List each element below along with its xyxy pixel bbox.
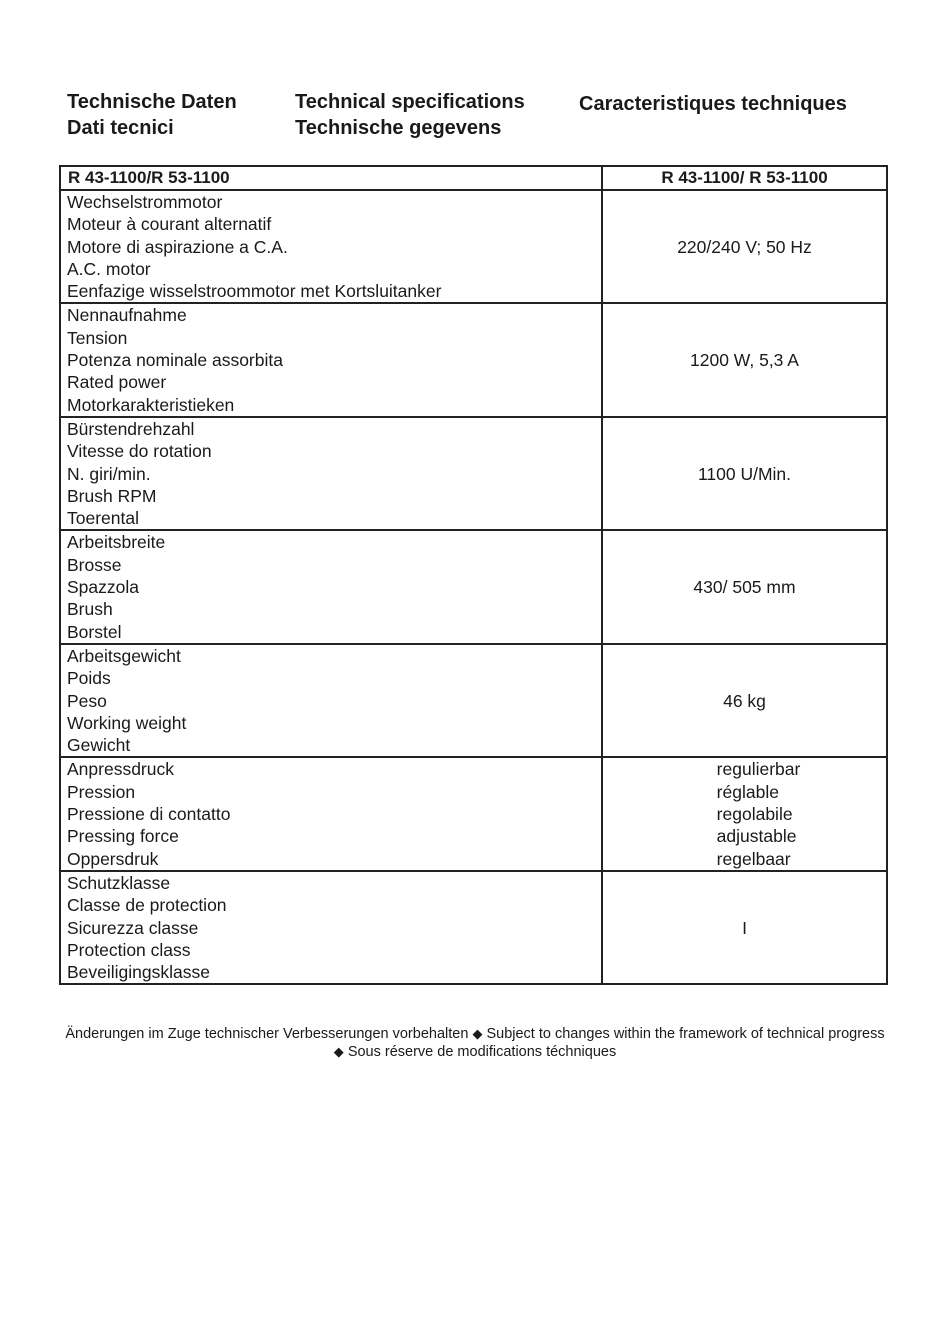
row-label: Gewicht — [67, 735, 131, 756]
table-header-model-left: R 43-1100/R 53-1100 — [60, 166, 602, 190]
row-label: Arbeitsgewicht — [67, 645, 181, 666]
diamond-separator-icon: ◆ — [472, 1026, 483, 1041]
heading-french: Caracteristiques techniques — [579, 93, 847, 115]
footnote-english: Subject to changes within the framework of technical progress — [486, 1026, 885, 1042]
row-label: Beveiligingsklasse — [67, 962, 210, 983]
row-label: Pression — [67, 781, 136, 802]
diamond-separator-icon: ◆ — [333, 1044, 344, 1059]
row-labels — [60, 871, 602, 984]
table-row-brush-rpm — [60, 417, 887, 530]
row-label: Eenfazige wisselstroommotor met Kortsluitanker — [67, 281, 442, 302]
footnote — [60, 1025, 890, 1061]
row-label: Pressione di contatto — [67, 804, 231, 825]
row-value-list — [689, 758, 801, 869]
row-label: Arbeitsbreite — [67, 532, 166, 553]
row-label: Wechselstrommotor — [67, 192, 223, 212]
footnote-german: Änderungen im Zuge technischer Verbesserungen vorbehalten — [65, 1026, 469, 1042]
row-value-item: regelbaar — [716, 848, 791, 869]
row-label: Classe de protection — [67, 895, 227, 916]
row-value — [602, 757, 887, 870]
row-label: Toerental — [67, 508, 139, 529]
row-label: Bürstendrehzahl — [67, 418, 195, 439]
table-row-motor — [60, 190, 887, 303]
row-value-item: adjustable — [716, 826, 797, 847]
row-value: 46 kg — [602, 644, 887, 757]
table-row-pressing-force — [60, 757, 887, 870]
row-label: Borstel — [67, 621, 122, 642]
row-value: 220/240 V; 50 Hz — [602, 190, 887, 303]
row-label: Anpressdruck — [67, 759, 174, 780]
row-label: Oppersdruk — [67, 848, 159, 869]
row-value-item: regulierbar — [716, 759, 801, 780]
row-labels — [60, 757, 602, 870]
row-labels — [60, 190, 602, 303]
spec-table — [59, 165, 888, 985]
heading-dutch: Technische gegevens — [295, 117, 502, 139]
row-label: Vitesse do rotation — [67, 441, 212, 462]
table-row-working-width — [60, 530, 887, 643]
row-label: Pressing force — [67, 826, 179, 847]
heading-column-3 — [579, 91, 847, 117]
row-label: Brush RPM — [67, 485, 157, 506]
row-value: 1100 U/Min. — [602, 417, 887, 530]
row-label: Peso — [67, 690, 107, 711]
footnote-line-2 — [60, 1043, 890, 1061]
row-value: 430/ 505 mm — [602, 530, 887, 643]
table-header-row — [60, 166, 887, 190]
heading-german: Technische Daten — [67, 91, 237, 113]
row-value: I — [602, 871, 887, 984]
row-value: 1200 W, 5,3 A — [602, 303, 887, 416]
row-label: N. giri/min. — [67, 463, 151, 484]
row-label: Brush — [67, 599, 113, 620]
row-label: A.C. motor — [67, 258, 151, 279]
row-label: Protection class — [67, 939, 191, 960]
heading-column-1 — [67, 89, 237, 141]
row-label: Sicurezza classe — [67, 917, 199, 938]
row-labels — [60, 417, 602, 530]
row-label: Brosse — [67, 554, 122, 575]
row-label: Tension — [67, 327, 128, 348]
heading-italian: Dati tecnici — [67, 117, 174, 139]
row-labels — [60, 644, 602, 757]
heading-column-2 — [295, 89, 525, 141]
row-label: Schutzklasse — [67, 872, 171, 893]
row-label: Potenza nominale assorbita — [67, 350, 283, 371]
footnote-line-1 — [60, 1025, 890, 1043]
row-label: Nennaufnahme — [67, 305, 187, 326]
table-header-model-right: R 43-1100/ R 53-1100 — [602, 166, 887, 190]
heading-english: Technical specifications — [295, 91, 525, 113]
footnote-french: Sous réserve de modifications téchniques — [347, 1044, 617, 1060]
row-labels — [60, 530, 602, 643]
row-label: Spazzola — [67, 577, 139, 598]
row-label: Poids — [67, 668, 111, 689]
row-label: Moteur à courant alternatif — [67, 214, 272, 235]
table-row-rated-power — [60, 303, 887, 416]
row-label: Rated power — [67, 372, 167, 393]
table-row-working-weight — [60, 644, 887, 757]
row-label: Motore di aspirazione a C.A. — [67, 236, 288, 257]
row-label: Working weight — [67, 712, 187, 733]
row-label: Motorkarakteristieken — [67, 394, 235, 415]
table-row-protection-class — [60, 871, 887, 984]
row-labels — [60, 303, 602, 416]
row-value-item: réglable — [716, 781, 779, 802]
row-value-item: regolabile — [716, 804, 793, 825]
